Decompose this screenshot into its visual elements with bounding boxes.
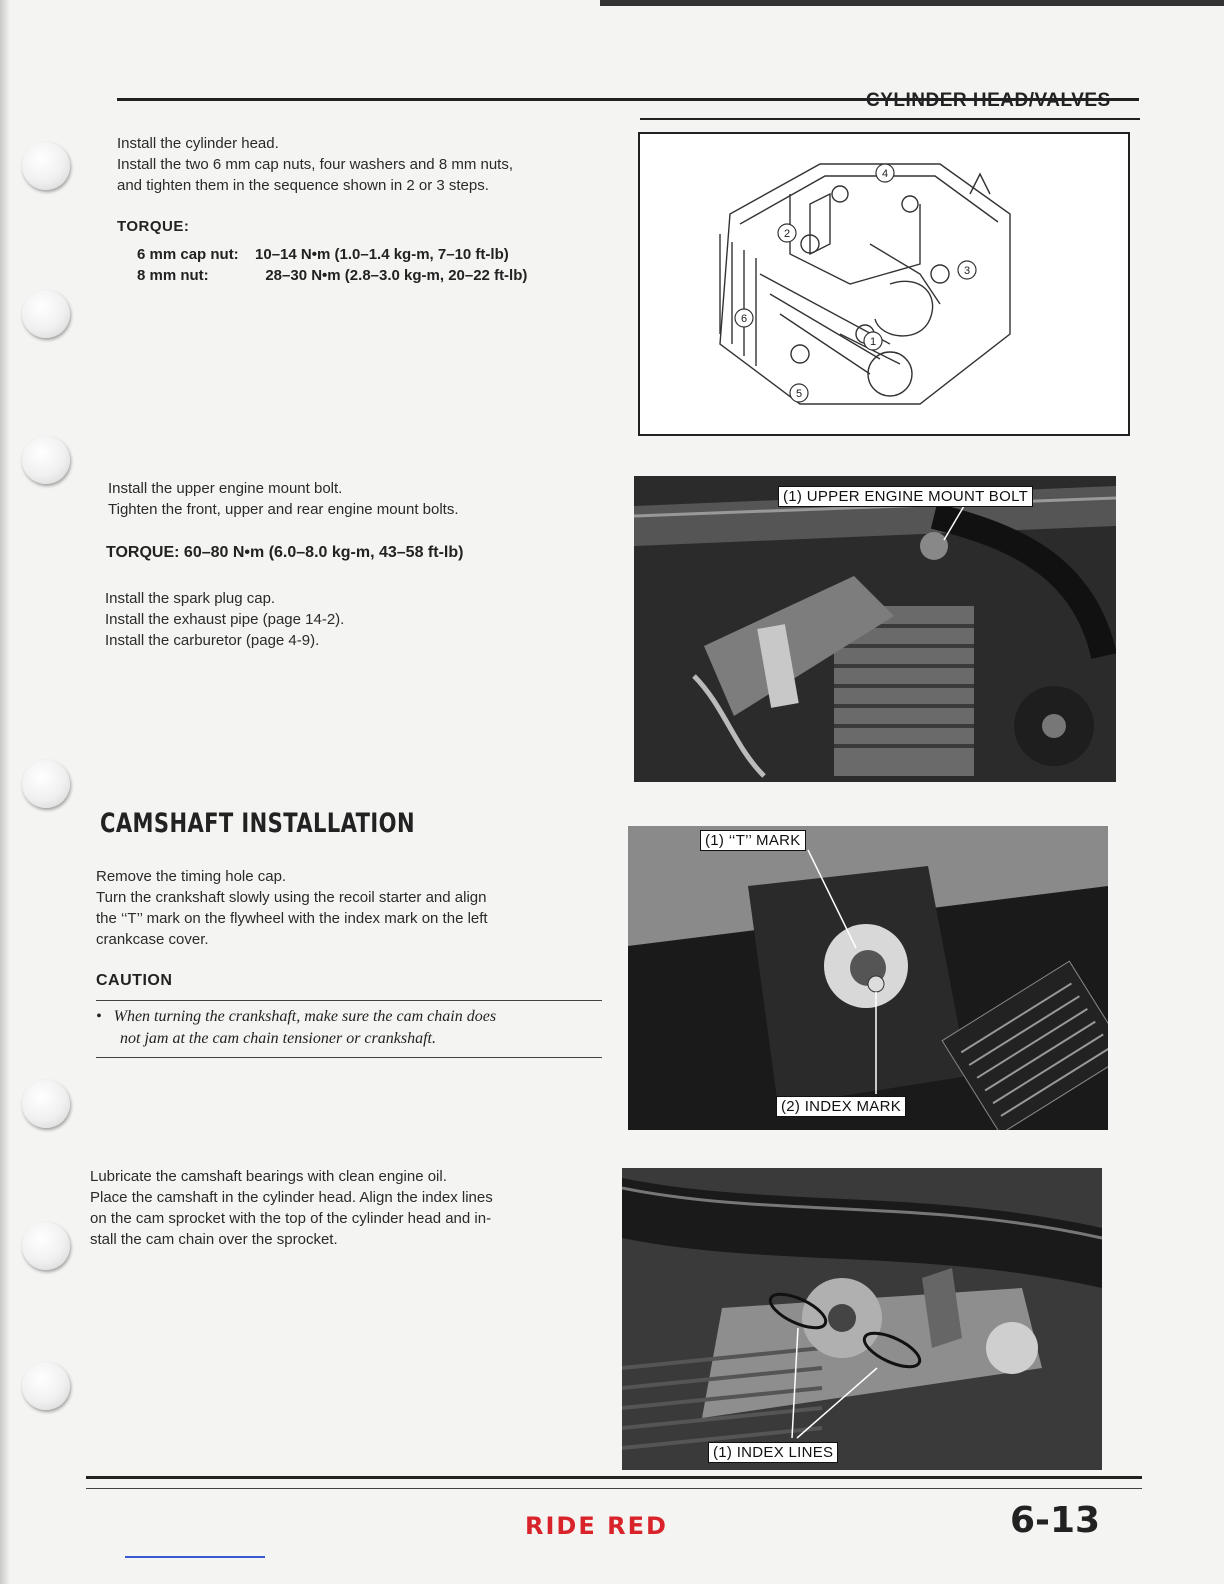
instruction-line: Lubricate the camshaft bearings with clean engine oil.: [90, 1168, 447, 1185]
instruction-line: Install the spark plug cap.: [105, 590, 276, 607]
torque-label: TORQUE:: [117, 218, 190, 235]
bullet-icon: •: [96, 1008, 114, 1025]
caution-top-rule: [96, 1000, 602, 1001]
binder-hole-icon: [22, 290, 70, 338]
torque-value: 28–30 N•m (2.8–3.0 kg-m, 20–22 ft-lb): [265, 267, 528, 284]
engine-photo-drawing: [634, 476, 1116, 782]
instruction-line: Install the carburetor (page 4-9).: [105, 632, 320, 649]
callout-upper-engine-mount-bolt: (1) UPPER ENGINE MOUNT BOLT: [778, 486, 1033, 507]
section-title: [866, 90, 1111, 112]
page-edge-shadow: [0, 0, 10, 1584]
instruction-line: on the cam sprocket with the top of the cylinder head and in-: [90, 1210, 492, 1227]
camshaft-lubricate-instructions: [90, 1166, 493, 1250]
caution-text-line: not jam at the cam chain tensioner or crankshaft.: [120, 1030, 436, 1047]
instruction-line: Install the upper engine mount bolt.: [108, 480, 343, 497]
cylinder-head-diagram: [638, 132, 1130, 436]
bottom-edge-mark: [125, 1556, 265, 1558]
instruction-line: stall the cam chain over the sprocket.: [90, 1231, 338, 1248]
ride-red-logo: RIDE RED: [525, 1512, 668, 1540]
install-parts-instructions: [105, 588, 344, 651]
binder-hole-icon: [22, 1362, 70, 1410]
instruction-line: crankcase cover.: [96, 931, 209, 948]
torque-value: 10–14 N•m (1.0–1.4 kg-m, 7–10 ft-lb): [255, 246, 509, 263]
sequence-number-3: 3: [963, 265, 971, 277]
header-rule: [117, 98, 1139, 101]
binder-hole-icon: [22, 436, 70, 484]
instruction-line: Remove the timing hole cap.: [96, 868, 287, 885]
binder-hole-icon: [22, 1222, 70, 1270]
instruction-line: Install the exhaust pipe (page 14-2).: [105, 611, 345, 628]
cylinder-head-drawing: [640, 134, 1128, 434]
torque-item: 8 mm nut:: [137, 267, 209, 284]
instruction-line: the ‘‘T’’ mark on the flywheel with the index mark on the left: [96, 910, 488, 927]
engine-mount-torque: TORQUE: 60–80 N•m (6.0–8.0 kg-m, 43–58 ft-lb): [106, 544, 464, 561]
torque-item: 6 mm cap nut:: [137, 246, 239, 263]
sequence-number-5: 5: [795, 388, 803, 400]
camshaft-installation-heading: CAMSHAFT INSTALLATION: [100, 808, 415, 839]
torque-row-cap-nut: [137, 246, 509, 263]
callout-index-mark: (2) INDEX MARK: [776, 1096, 906, 1117]
instruction-line: Tighten the front, upper and rear engine mount bolts.: [108, 501, 459, 518]
engine-mount-instructions: [108, 478, 459, 520]
torque-row-nut: [137, 267, 527, 284]
caution-bottom-rule: [96, 1057, 602, 1058]
caution-box: [96, 1006, 602, 1050]
binder-hole-icon: [22, 1080, 70, 1128]
index-lines-photo: [622, 1168, 1102, 1470]
instruction-line: Install the cylinder head.: [117, 135, 279, 152]
cylinder-head-instructions: [117, 133, 513, 196]
instruction-line: and tighten them in the sequence shown in 2 or 3 steps.: [117, 177, 489, 194]
caution-title: CAUTION: [96, 972, 173, 989]
timing-mark-photo: [628, 826, 1108, 1130]
callout-t-mark: (1) ‘‘T’’ MARK: [700, 830, 806, 851]
callout-index-lines: (1) INDEX LINES: [708, 1442, 838, 1463]
timing-photo-drawing: [628, 826, 1108, 1130]
index-lines-drawing: [622, 1168, 1102, 1470]
top-edge-rule: [600, 0, 1224, 6]
engine-mount-photo: [634, 476, 1116, 782]
sequence-number-1: 1: [869, 336, 877, 348]
sequence-number-2: 2: [783, 228, 791, 240]
instruction-line: Place the camshaft in the cylinder head. Align the index lines: [90, 1189, 493, 1206]
instruction-line: Install the two 6 mm cap nuts, four washers and 8 mm nuts,: [117, 156, 514, 173]
caution-text-line: When turning the crankshaft, make sure the cam chain does: [113, 1008, 497, 1025]
instruction-line: Turn the crankshaft slowly using the recoil starter and align: [96, 889, 487, 906]
sequence-number-4: 4: [881, 168, 889, 180]
sequence-number-6: 6: [740, 313, 748, 325]
footer-rule-secondary: [86, 1488, 1142, 1489]
camshaft-instructions: [96, 866, 488, 950]
binder-hole-icon: [22, 142, 70, 190]
footer-rule: [86, 1476, 1142, 1479]
binder-hole-icon: [22, 760, 70, 808]
header-rule-secondary: [640, 118, 1140, 120]
page-number: 6-13: [1010, 1500, 1101, 1541]
